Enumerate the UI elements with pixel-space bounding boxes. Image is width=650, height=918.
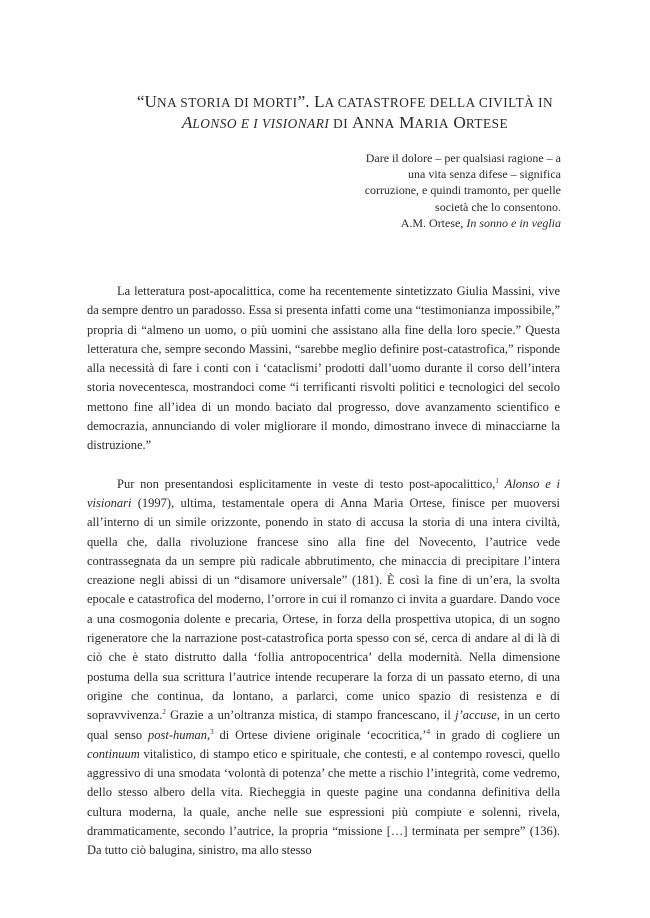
paragraph-1: La letteratura post-apocalittica, come ha recentemente sintetizzato Giulia Massini, vive da sempre dentro un paradosso. Essa si presenta infatti come una “testimonianza impossibile,” propria di “almeno un uomo, o più uomini che assistano alla fine della loro specie.” Questa letteratura che, sempre secondo Massini, “sarebbe meglio definire post-catastrofica,” risponde alla necessità di fare i conti con i ‘cataclismi’ prodotti dall’uomo durante il corso dell’intera storia novecentesca, mostrandoci come “i terrificanti risvolti politici e tecnologici del secolo mettono fine all’idea di un mondo baciato dal progresso, dove avanzamento scientifico e democrazia, annunciando di voler migliorare il mondo, dimostrano invece di minacciarne la distruzione.”: [87, 284, 560, 453]
paragraph-2: Pur non presentandosi esplicitamente in veste di testo post-apocalittico,$^1$ Alonso e i visionari (1997), ultima, testamentale opera di Anna Maria Ortese, finisce per muoversi all’interno di un simile orizzonte, ponendo in stato di accusa la storia di una intera civiltà, quella che, dalla rivoluzione francese sino alla fine del Novecento, l’autrice vede contrassegnata da un sempre più radicale abbrutimento, che minaccia di precipitare l’intera creazione negli abissi di un “disamore universale” (181). È così la fine di un’era, la svolta epocale e catastrofica del moderno, l’orrore in cui il romanzo ci invita a guardare. Dando voce a una cosmogonia dolente e precaria, Ortese, in forza della prospettiva utopica, di un sogno rigeneratore che la narrazione post-catastrofica porta spesso con sé, cerca di andare al di là di ciò che è stato distrutto dalla ‘follia antropocentrica’ della modernità. Nella dimensione postuma della sua scrittura l’autrice intende recuperare la forza di un passato eterno, di una origine che continua, da lontano, a parlarci, come unico spazio di resistenza e di sopravvivenza.$^2$ Grazie a un’oltranza mistica, di stampo francescano, il j’accuse, in un certo qual senso post-human,$^3$ di Ortese diviene originale ‘ecocritica,’$^4$ in grado di cogliere un continuum vitalistico, di stampo etico e spirituale, che contesti, e al contempo rovesci, quello aggressivo di una smodata ‘volontà di potenza’ che mette a rischio l’integrità, come vedremo, dello stesso albero della vita. Riecheggia in queste pagine una condanna definitiva della cultura moderna, la quale, anche nelle sue espressioni più compiute e solenni, rivela, drammaticamente, secondo l’autrice, la propria “missione […] terminata per sempre” (136). Da tutto ciò balugina, sinistro, ma allo stesso: [87, 476, 560, 858]
footnote-ref-4[interactable]: 4: [426, 727, 431, 736]
epigraph-quote: Dare il dolore – per qualsiasi ragione – a una vita senza difese – significa corruzione, e quindi tramonto, per quelle società che lo consentono.: [364, 151, 561, 214]
footnote-ref-3[interactable]: 3: [210, 727, 214, 736]
footnote-ref-1[interactable]: 1: [495, 476, 499, 485]
footnote-ref-2[interactable]: 2: [162, 708, 166, 717]
epigraph-attribution: A.M. Ortese, In sonno e in veglia: [400, 215, 561, 230]
article-body: [87, 282, 560, 861]
article-title: [110, 92, 580, 134]
title-line-2: ALONSO E I VISIONARI DI ANNA MARIA ORTESE: [181, 113, 509, 132]
epigraph: [361, 150, 561, 231]
title-line-1: “UNA STORIA DI MORTI”. LA CATASTROFE DELLA CIVILTÀ IN: [136, 92, 554, 111]
